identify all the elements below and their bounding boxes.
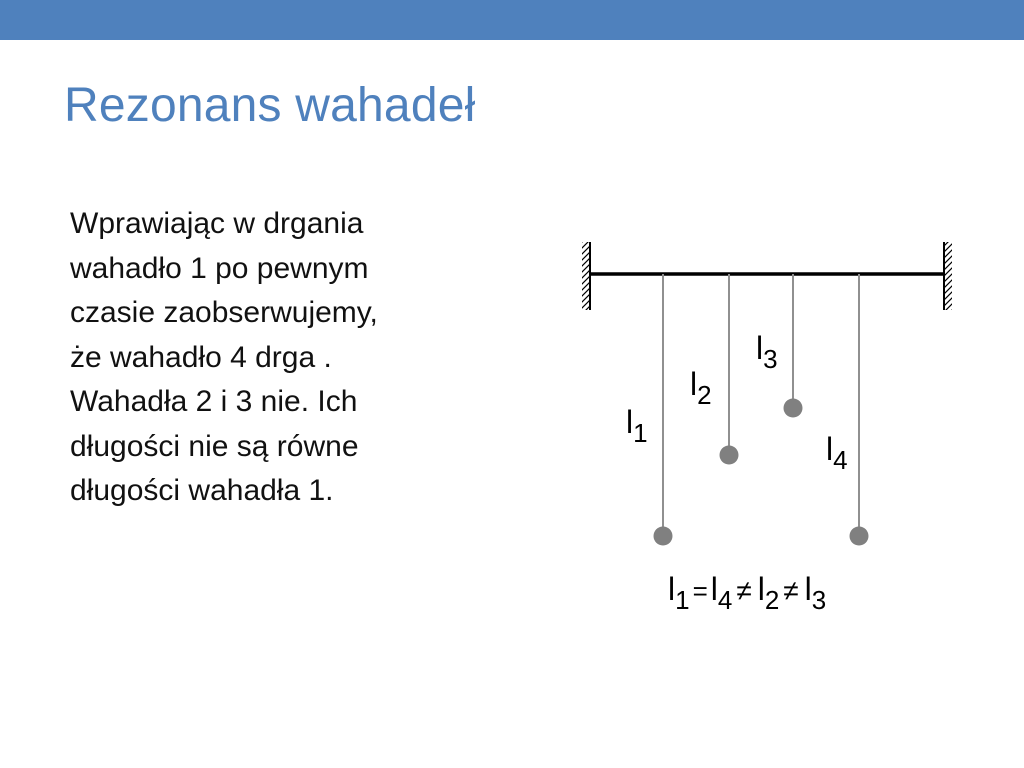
body-line: wahadło 1 po pewnym: [70, 251, 369, 285]
slide-title: Rezonans wahadeł: [64, 79, 476, 132]
body-line: Wprawiając w drgania: [70, 207, 364, 240]
body-line: długości nie są równe: [70, 429, 359, 463]
pendulum-1-label: $l_1$: [626, 404, 648, 448]
pendulum-4-bob: [850, 527, 869, 546]
length-relation-formula: $l_1$ $^=l_4 \ne l_2 \ne l_3$: [668, 571, 827, 615]
body-line: że wahadło 4 drga .: [70, 340, 332, 374]
right-wall-support: [944, 242, 952, 310]
pendulum-3-bob: [784, 399, 803, 418]
top-accent-bar: [0, 0, 1024, 40]
pendulum-2-bob: [720, 446, 739, 465]
pendulum-3-label: $l_3$: [756, 330, 778, 374]
pendulum-4-label: $l_4$: [826, 431, 848, 475]
pendulum-3: [756, 274, 803, 418]
pendulum-1-bob: [654, 527, 673, 546]
pendulum-2-label: $l_2$: [690, 366, 712, 410]
body-line: Wahadła 2 i 3 nie. Ich: [70, 385, 358, 418]
body-line: długości wahadła 1.: [70, 474, 334, 507]
pendulum-2: [690, 274, 739, 465]
pendulum-diagram: [570, 230, 970, 630]
pendulum-1: [626, 274, 673, 546]
body-text: [70, 202, 510, 514]
pendulum-4: [826, 274, 869, 546]
body-line: czasie zaobserwujemy,: [70, 296, 378, 329]
left-wall-support: [582, 242, 590, 310]
